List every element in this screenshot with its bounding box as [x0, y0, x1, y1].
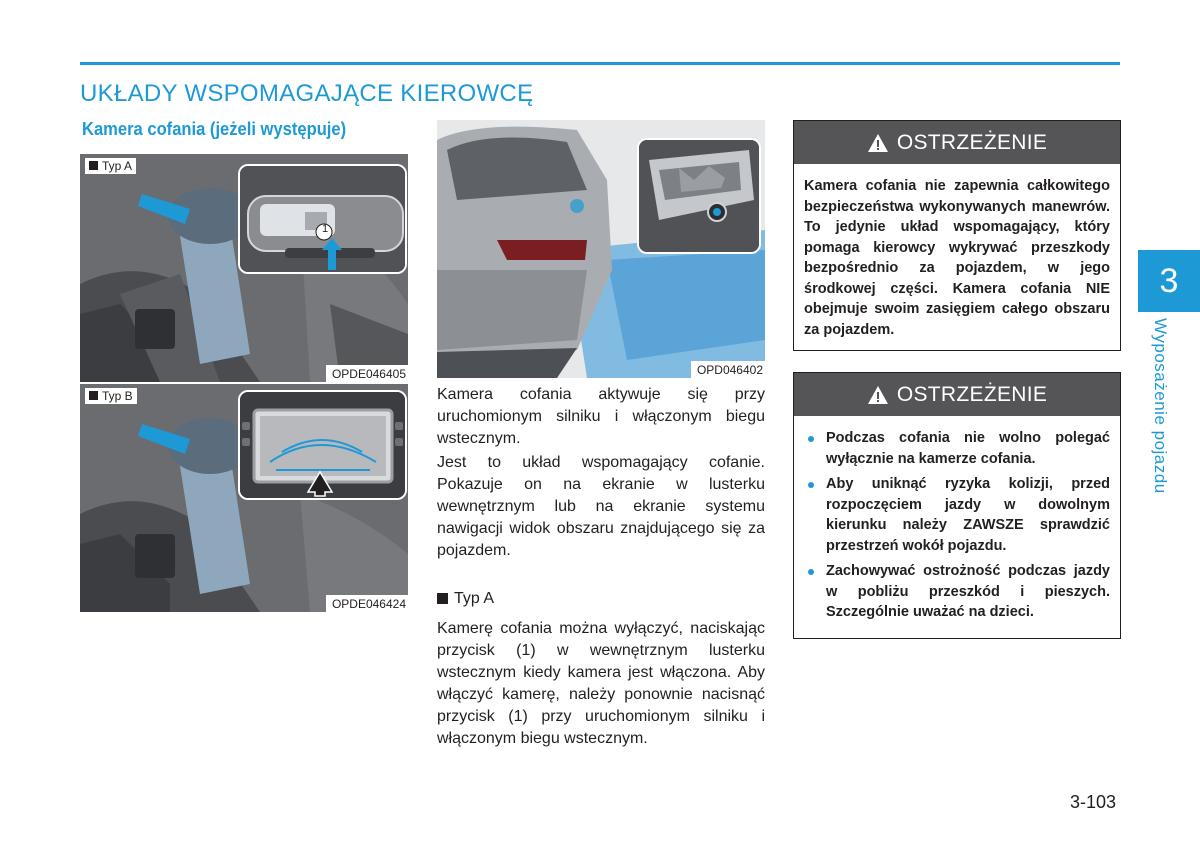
section-title: UKŁADY WSPOMAGAJĄCE KIEROWCĘ — [80, 80, 534, 107]
figure-code: OPDE046424 — [326, 595, 408, 612]
square-bullet-icon — [437, 593, 448, 604]
warning-triangle-icon — [867, 133, 889, 153]
square-bullet-icon — [89, 161, 98, 170]
figure-typ-a — [80, 154, 408, 382]
mirror-inset — [238, 164, 407, 274]
square-bullet-icon — [89, 391, 98, 400]
top-rule — [80, 62, 1120, 65]
figure-type-label: Typ A — [85, 158, 136, 174]
warning-title: OSTRZEŻENIE — [896, 382, 1048, 406]
warning-box-1 — [793, 120, 1121, 351]
figure-car-rear — [437, 120, 765, 378]
subtitle: Kamera cofania (jeżeli występuje) — [82, 119, 347, 139]
figure-code: OPD046402 — [691, 361, 765, 378]
warning-bullet: Podczas cofania nie wolno polegać wyłącznie na kamerze cofania. — [804, 428, 1110, 469]
body-paragraph-2: Jest to układ wspomagający cofanie. Pokazuje on na ekranie w lusterku wewnętrznym lub na ekranie systemu nawigacji widok obszaru znajdującego się za pojazdem. — [437, 454, 765, 559]
typ-a-heading: Typ A — [437, 590, 494, 608]
chapter-name-container — [1150, 318, 1174, 518]
warning-bullet: Zachowywać ostrożność podczas jazdy w pobliżu przeszkód i pieszych. Szczególnie uważać na dzieci. — [804, 561, 1110, 623]
camera-closeup-inset — [637, 138, 761, 254]
callout-number: 1 — [321, 223, 329, 235]
warning-header — [794, 121, 1120, 164]
figure-typ-b — [80, 384, 408, 612]
warning-header — [794, 373, 1120, 416]
body-paragraph-1: Kamera cofania aktywuje się przy uruchomionym silniku i włączonym biegu wstecznym. — [437, 386, 765, 447]
warning-text: Kamera cofania nie zapewnia całkowitego bezpieczeństwa wykonywanych manewrów. To jedynie układ wspomagający, który pomaga kierowcy wykrywać przeszkody bezpośrednio za pojazdem, w jego środkowej części. Kamera cofania NIE obejmuje swoim zasięgiem całego obszaru za pojazdem. — [804, 178, 1110, 338]
camera-closeup-illustration — [639, 140, 759, 252]
rear-view-mirror-illustration — [240, 166, 405, 272]
navigation-screen-inset — [238, 390, 407, 500]
body-paragraph-3: Kamerę cofania można wyłączyć, naciskając przycisk (1) w wewnętrznym lusterku wstecznym kiedy kamera jest włączona. Aby włączyć kamerę, należy ponownie nacisnąć przycisk (1) przy uruchomionym silniku i włączonym biegu wstecznym. — [437, 620, 765, 747]
page-number: 3-103 — [1070, 792, 1117, 812]
warning-bullet: Aby uniknąć ryzyka kolizji, przed rozpoczęciem jazdy w dowolnym kierunku należy ZAWSZE sprawdzić przestrzeń wokół pojazdu. — [804, 474, 1110, 556]
figure-code: OPDE046405 — [326, 365, 408, 382]
warning-bullets — [794, 416, 1120, 638]
chapter-name: Wyposażenie pojazdu — [1151, 318, 1170, 494]
warning-box-2 — [793, 372, 1121, 639]
warning-title: OSTRZEŻENIE — [896, 130, 1048, 154]
chapter-tab: 3 — [1138, 250, 1200, 312]
navigation-screen-illustration — [240, 392, 405, 498]
figure-type-label: Typ B — [85, 388, 137, 404]
warning-triangle-icon — [867, 385, 889, 405]
